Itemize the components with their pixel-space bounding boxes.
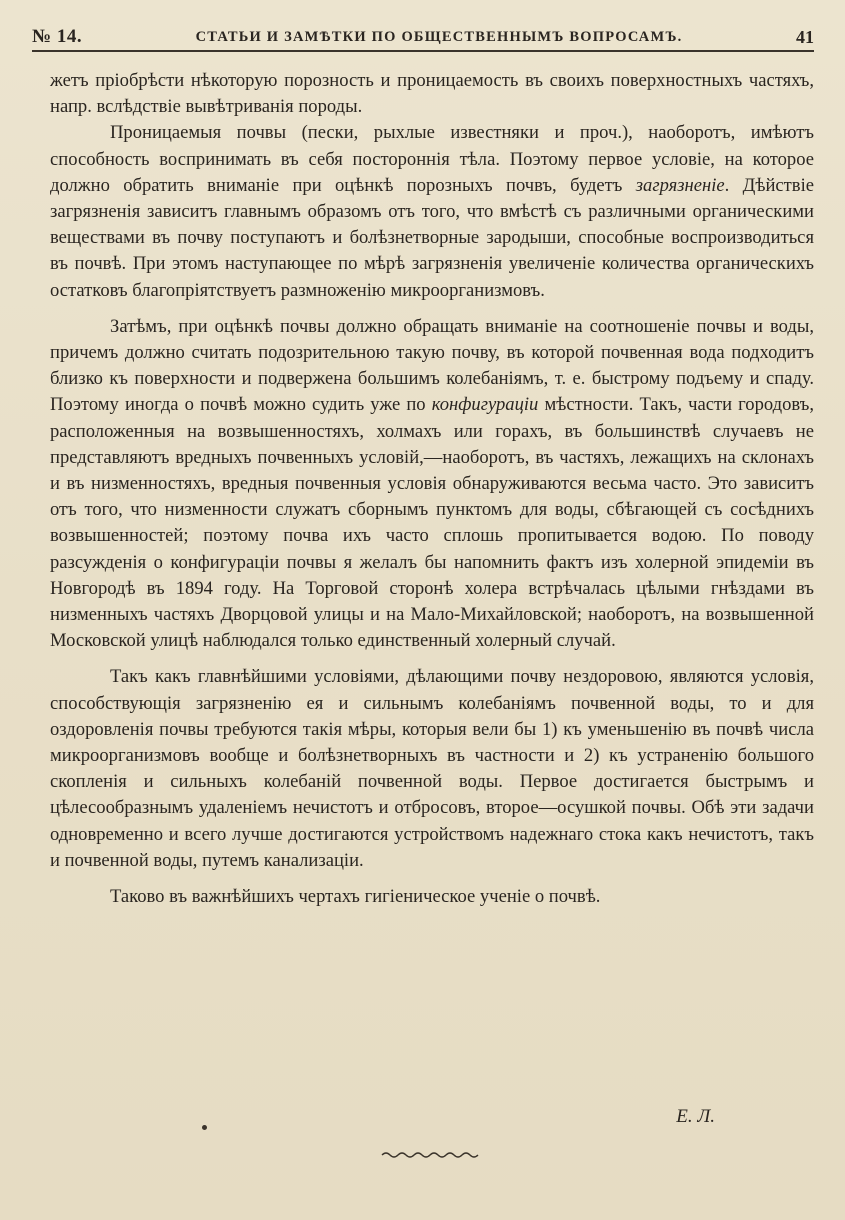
- paragraph-text: Затѣмъ, при оцѣнкѣ почвы должно обращать вниманіе на соотношеніе почвы и воды, причемъ должно считать подозрительною такую почву, въ которой почвенная вода подходитъ близко къ поверхности и подвержена большимъ колебаніямъ, т. е. быстрому подъему и спаду. Поэтому иногда о почвѣ можно судить уже по: [50, 315, 814, 416]
- paragraph-text: Такъ какъ главнѣйшими условіями, дѣлающими почву нездоровою, являются условія, способствующія загрязненію ея и сильнымъ колебаніямъ почвенной воды, то и для оздоровленія почвы требуются такія мѣры, которыя вели бы 1) къ уменьшенію въ почвѣ числа микроорганизмовъ вообще и болѣзнетворныхъ въ частности и 2) къ устраненію большого скопленія и сильныхъ колебаній почвенной воды. Первое достигается быстрымъ и цѣлесообразнымъ удаленіемъ нечистотъ и отбросовъ, второе—осушкой почвы. Обѣ эти задачи одновременно и всего лучше достигаются устройствомъ надежнаго стока какъ нечистотъ, такъ и почвенной воды, путемъ канализаціи.: [50, 666, 814, 871]
- ink-speck: [202, 1125, 207, 1130]
- paragraph: [50, 664, 814, 874]
- article-body: [50, 68, 814, 910]
- issue-number: № 14.: [32, 26, 83, 47]
- running-header: [32, 20, 814, 52]
- paragraph: [50, 314, 814, 655]
- paragraph-text: Проницаемыя почвы (пески, рыхлые известняки и проч.), наоборотъ, имѣютъ способность воспринимать въ себя постороннія тѣла. Поэтому первое условіе, на которое должно обратить вниманіе при оцѣнкѣ порозныхъ почвъ, будетъ: [50, 122, 814, 196]
- running-title: СТАТЬИ И ЗАМѢТКИ ПО ОБЩЕСТВЕННЫМЪ ВОПРОСАМЪ.: [195, 29, 683, 45]
- paragraph-text: мѣстности. Такъ, части городовъ, расположенныя на возвышенностяхъ, холмахъ или горахъ, въ большинствѣ случаевъ не представляютъ вредныхъ почвенныхъ условій,—наоборотъ, въ частяхъ, лежащихъ на склонахъ и въ низменностяхъ, вредныя почвенныя условія обнаруживаются весьма часто. Это зависитъ отъ того, что низменности служатъ сборнымъ пунктомъ для воды, сбѣгающей съ сосѣднихъ возвышенностей; поэтому почва ихъ часто сплошь пропитывается водою. По поводу разсужденія о конфигураціи почвы я желалъ бы напомнить фактъ изъ холерной эпидеміи въ Новгородѣ въ 1894 году. На Торговой сторонѣ холера встрѣчалась цѣлыми гнѣздами въ низменныхъ частяхъ Дворцовой улицы и на Мало-Михайловской; наоборотъ, на возвышенной Московской улицѣ наблюдался только единственный холерный случай.: [50, 394, 814, 652]
- author-signature: Е. Л.: [676, 1106, 715, 1127]
- wavy-rule-ornament: [380, 1150, 480, 1160]
- page-number: 41: [796, 27, 814, 47]
- paragraph: [50, 120, 814, 303]
- italic-term: конфигураціи: [431, 394, 539, 416]
- italic-term: загрязненіе: [635, 174, 725, 196]
- paragraph-text: жетъ пріобрѣсти нѣкоторую порозность и проницаемость въ своихъ поверхностныхъ частяхъ, напр. вслѣдствіе вывѣтриванія породы.: [50, 70, 814, 118]
- paragraph: [50, 68, 814, 120]
- paragraph-text: . Дѣйствіе загрязненія зависитъ главнымъ образомъ отъ того, что вмѣстѣ съ различными органическими веществами въ почву поступаютъ и болѣзнетворные зародыши, способные воспроизводиться въ почвѣ. При этомъ наступающее по мѣрѣ загрязненія увеличеніе количества органическихъ остатковъ благопріятствуетъ размноженію микроорганизмовъ.: [50, 174, 814, 301]
- paragraph: [50, 884, 814, 910]
- paragraph-text: Таково въ важнѣйшихъ чертахъ гигіеническое ученіе о почвѣ.: [110, 886, 601, 908]
